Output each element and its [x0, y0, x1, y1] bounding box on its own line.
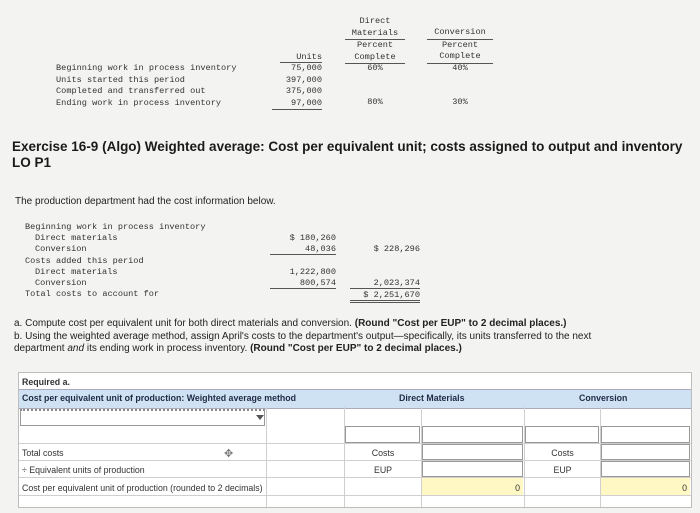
- row-label-beginning-wip: Beginning work in process inventory: [56, 63, 237, 73]
- conv-eup-tag: EUP: [553, 465, 572, 475]
- conversion-percent-header: Conversion Percent Complete: [427, 27, 493, 64]
- col-direct-materials: Direct Materials: [399, 393, 465, 403]
- row-label-ending-wip: Ending work in process inventory: [56, 97, 222, 108]
- conv-total-costs-input[interactable]: [601, 444, 690, 460]
- total-costs-to-account: $ 2,251,670: [350, 290, 420, 303]
- row-label-completed: Completed and transferred out: [56, 86, 206, 96]
- cost-per-eup-label: Cost per equivalent unit of production (rounded to 2 decimals): [22, 483, 263, 493]
- add-dm-cost: 1,222,800: [289, 267, 336, 277]
- dm-eup-input[interactable]: [422, 461, 523, 477]
- beg-total-cost: $ 228,296: [373, 244, 420, 254]
- row1-dm-eup-input[interactable]: [422, 426, 523, 443]
- dm-result-value: 0: [515, 483, 520, 493]
- col-conversion: Conversion: [579, 393, 628, 403]
- table-heading: Cost per equivalent unit of production: Weighted average method: [22, 393, 297, 403]
- add-conv-cost: 800,574: [270, 278, 336, 289]
- dm-eup-tag: EUP: [373, 465, 393, 475]
- exercise-title: Exercise 16-9 (Algo) Weighted average: Cost per equivalent unit; costs assigned to output and inventory LO P1: [12, 139, 683, 170]
- dm-percent-header: Direct Materials Percent Complete: [345, 16, 405, 64]
- units-values: 75,000 397,000 375,000 97,000: [272, 63, 322, 110]
- dm-ending-percent: 80%: [367, 97, 383, 107]
- dm-total-costs-input[interactable]: [422, 444, 523, 460]
- row1-dm-costs-input[interactable]: [345, 426, 420, 443]
- move-cursor-icon: ✥: [224, 448, 234, 460]
- row1-conv-costs-input[interactable]: [525, 426, 599, 443]
- conv-costs-tag: Costs: [551, 448, 574, 458]
- conv-beginning-percent: 40%: [452, 63, 468, 73]
- units-row-labels: [56, 63, 237, 109]
- beg-conv-cost: 48,036: [270, 244, 336, 255]
- eup-label: ÷ Equivalent units of production: [22, 465, 145, 475]
- add-total-cost: 2,023,374: [350, 278, 420, 289]
- total-costs-label: Total costs: [22, 448, 64, 458]
- row-label-units-started: Units started this period: [56, 74, 185, 85]
- units-header: Units: [280, 52, 322, 63]
- conv-result-value: 0: [682, 483, 687, 493]
- dm-beginning-percent: 60%: [367, 63, 383, 73]
- instructions: a. Compute cost per equivalent unit for both direct materials and conversion. (Round "Cost per EUP" to 2 decimal places.) b. Using the weighted average method, assign April's costs to the department's output—specifically, its units transferred to the next department and its ending work in process inventory. (Round "Cost per EUP" to 2 decimal places.): [14, 318, 592, 354]
- intro-text: The production department had the cost information below.: [15, 196, 276, 207]
- row1-conv-eup-input[interactable]: [601, 426, 690, 443]
- chevron-down-icon[interactable]: [256, 415, 264, 420]
- row-label-dropdown[interactable]: [20, 409, 265, 426]
- required-label: Required a.: [22, 377, 70, 387]
- conv-ending-percent: 30%: [452, 97, 468, 107]
- conv-eup-input[interactable]: [601, 461, 690, 477]
- cost-row-labels: Beginning work in process inventory Direct materials Conversion Costs added this period Direct materials Conversion Total costs to account for: [25, 222, 206, 300]
- required-a-panel: [18, 372, 692, 508]
- beg-dm-cost: $ 180,260: [289, 233, 336, 243]
- dm-costs-tag: Costs: [371, 448, 395, 458]
